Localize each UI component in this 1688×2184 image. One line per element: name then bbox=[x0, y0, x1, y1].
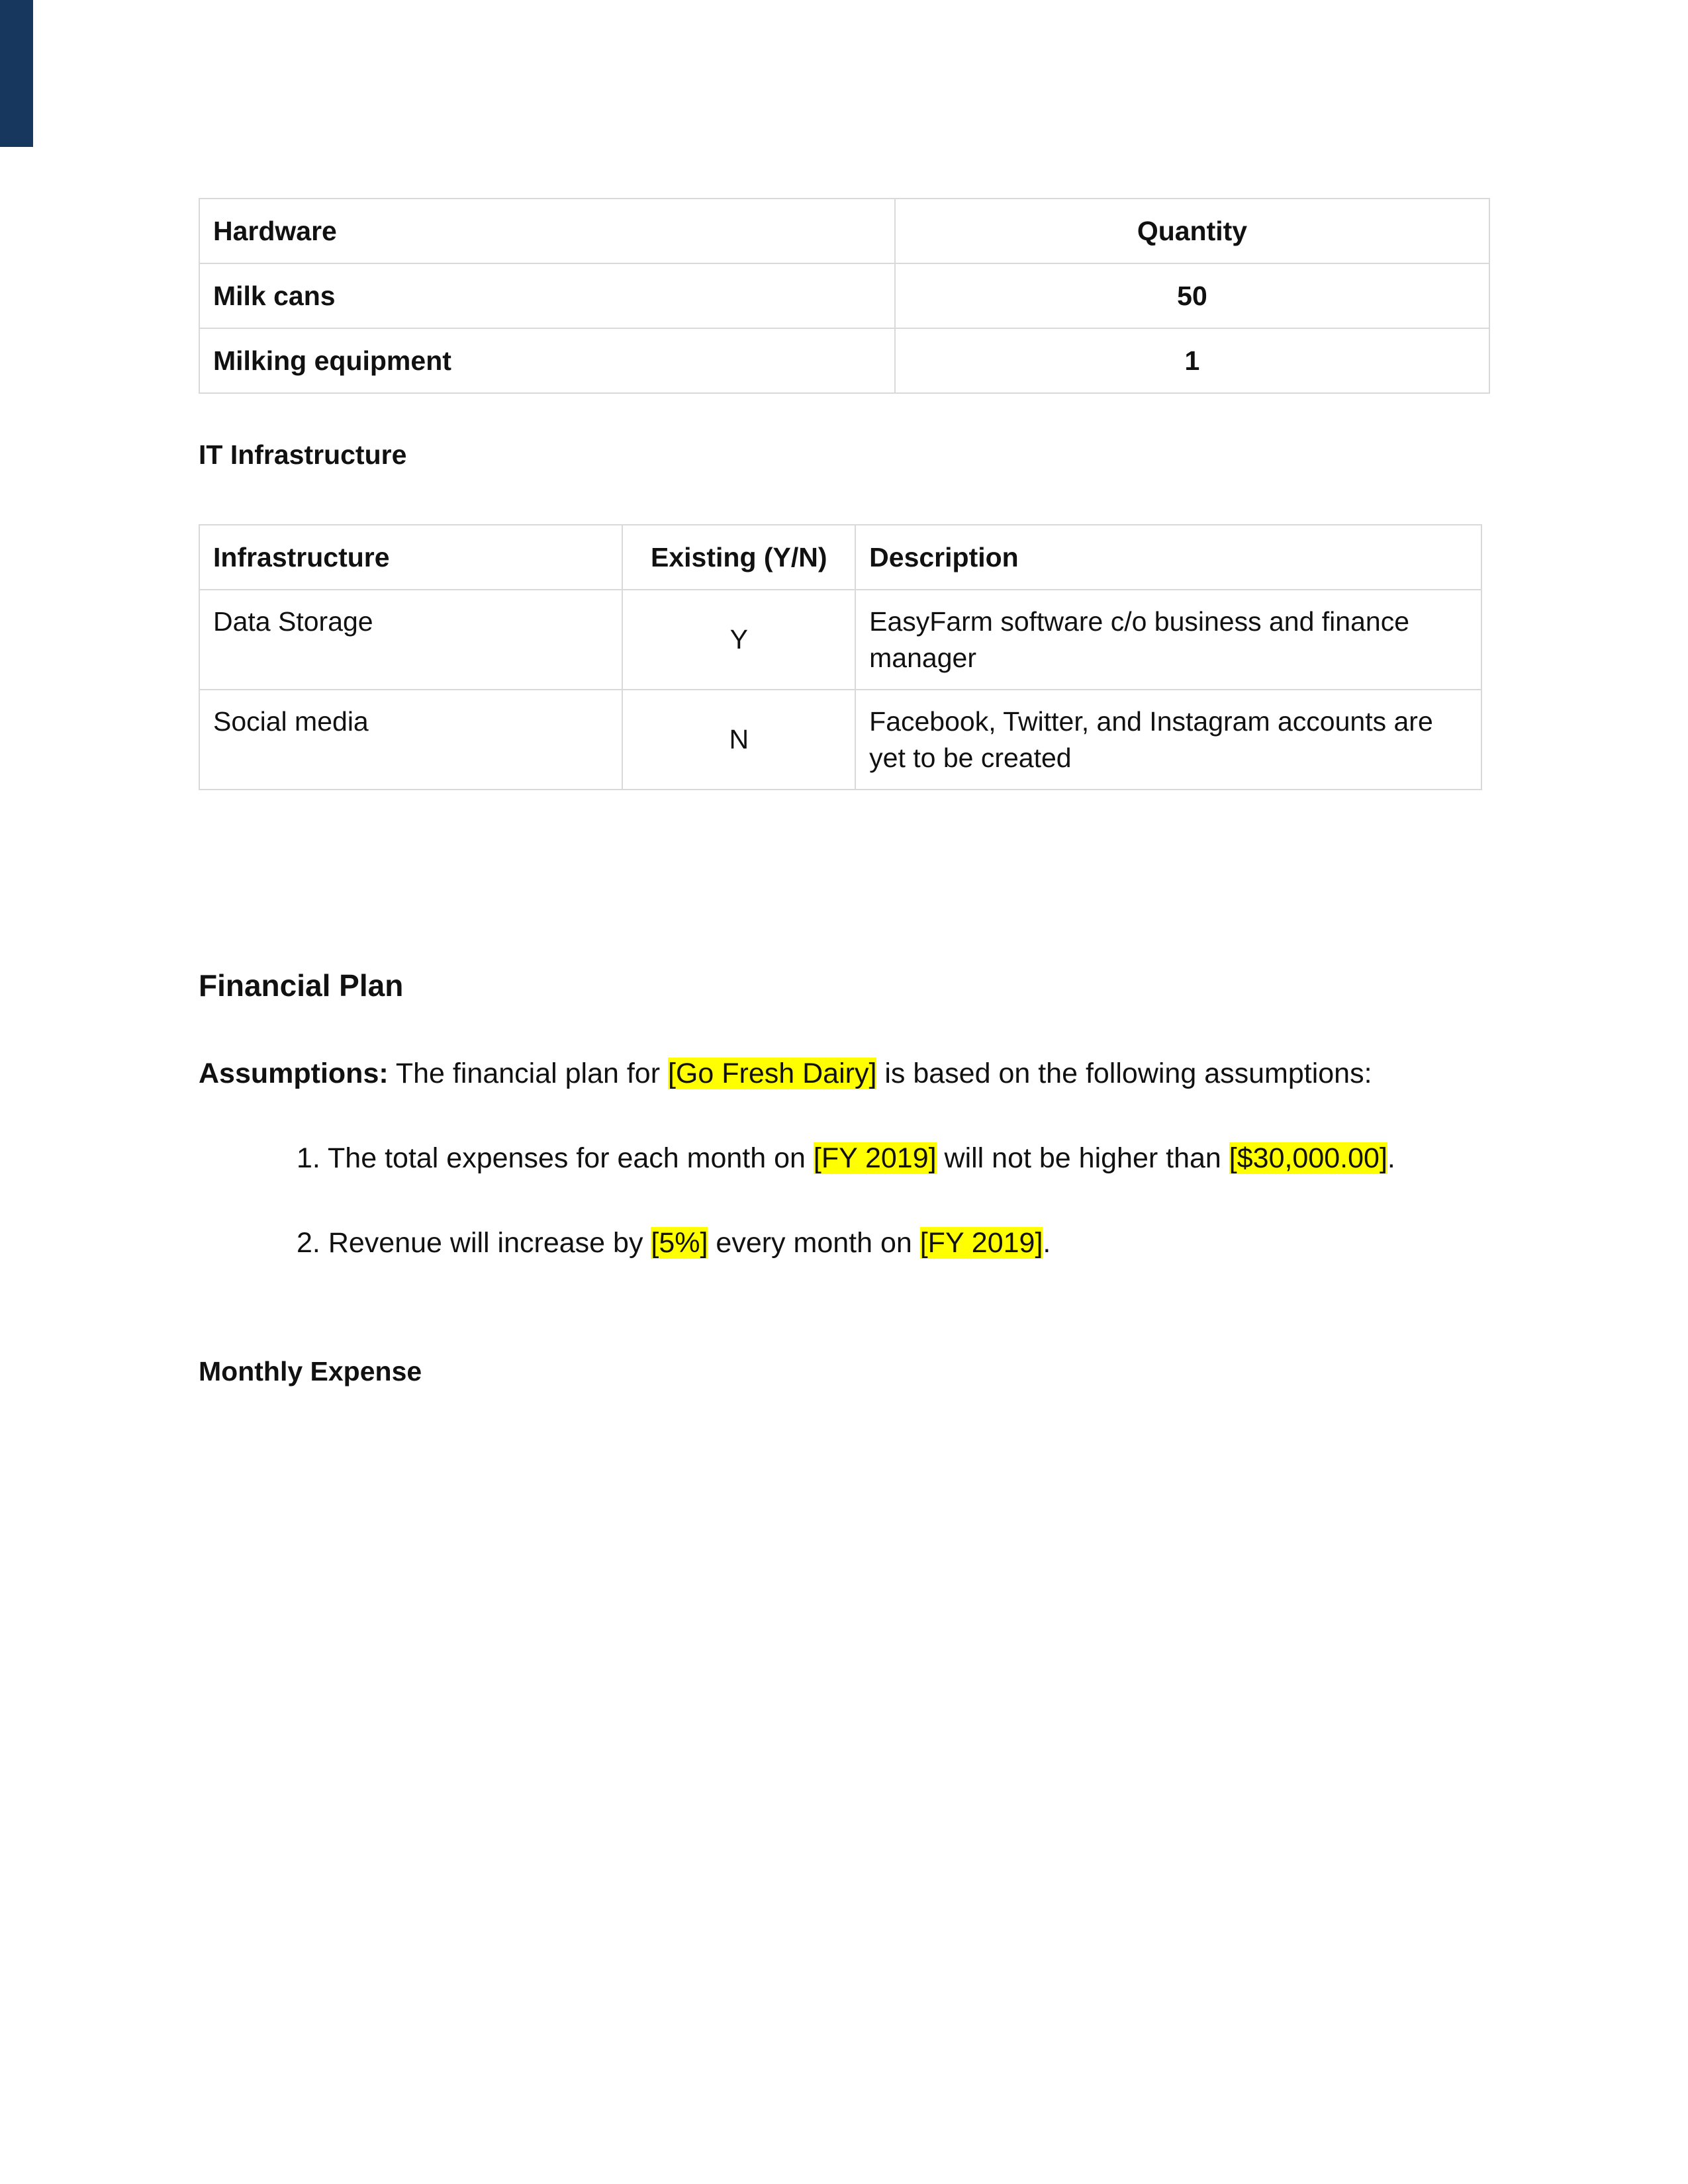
header-cell-quantity: Quantity bbox=[895, 199, 1489, 263]
list-item-text: every month on bbox=[708, 1227, 920, 1259]
list-item bbox=[297, 1227, 1051, 1259]
table-row bbox=[199, 263, 1489, 328]
list-item-number: 2. bbox=[297, 1227, 320, 1259]
corner-accent-bar bbox=[0, 0, 33, 147]
it-infrastructure-heading: IT Infrastructure bbox=[199, 439, 407, 470]
expense-limit-highlight: [$30,000.00] bbox=[1229, 1142, 1387, 1174]
assumptions-text-before: The financial plan for bbox=[388, 1058, 668, 1089]
hardware-name-cell: Milking equipment bbox=[199, 328, 895, 393]
hardware-name-cell: Milk cans bbox=[199, 263, 895, 328]
table-header-row bbox=[199, 199, 1489, 263]
assumptions-label: Assumptions: bbox=[199, 1058, 389, 1089]
table-row bbox=[199, 690, 1481, 790]
infrastructure-name-cell: Social media bbox=[199, 690, 622, 790]
description-cell: EasyFarm software c/o business and finance manager bbox=[855, 590, 1481, 690]
fiscal-year-highlight: [FY 2019] bbox=[813, 1142, 937, 1174]
header-cell-hardware: Hardware bbox=[199, 199, 895, 263]
header-cell-description: Description bbox=[855, 525, 1481, 590]
list-item-text: The total expenses for each month on bbox=[320, 1142, 814, 1174]
existing-cell: Y bbox=[622, 590, 855, 690]
list-item-text: Revenue will increase by bbox=[320, 1227, 651, 1259]
assumptions-text-after: is based on the following assumptions: bbox=[876, 1058, 1372, 1089]
it-infrastructure-table bbox=[199, 524, 1482, 790]
list-item bbox=[297, 1142, 1395, 1175]
list-item-text: will not be higher than bbox=[936, 1142, 1229, 1174]
monthly-expense-heading: Monthly Expense bbox=[199, 1356, 422, 1387]
existing-cell: N bbox=[622, 690, 855, 790]
financial-plan-heading: Financial Plan bbox=[199, 968, 404, 1003]
table-row bbox=[199, 328, 1489, 393]
table-row bbox=[199, 590, 1481, 690]
header-cell-existing: Existing (Y/N) bbox=[622, 525, 855, 590]
list-item-text: . bbox=[1043, 1227, 1051, 1259]
hardware-quantity-cell: 1 bbox=[895, 328, 1489, 393]
hardware-quantity-cell: 50 bbox=[895, 263, 1489, 328]
hardware-table bbox=[199, 198, 1490, 394]
list-item-number: 1. bbox=[297, 1142, 320, 1174]
header-cell-infrastructure: Infrastructure bbox=[199, 525, 622, 590]
list-item-text: . bbox=[1387, 1142, 1395, 1174]
description-cell: Facebook, Twitter, and Instagram accounts are yet to be created bbox=[855, 690, 1481, 790]
assumptions-paragraph bbox=[199, 1058, 1372, 1090]
revenue-percent-highlight: [5%] bbox=[651, 1227, 708, 1259]
company-name-highlight: [Go Fresh Dairy] bbox=[667, 1058, 877, 1089]
table-header-row bbox=[199, 525, 1481, 590]
fiscal-year-highlight: [FY 2019] bbox=[919, 1227, 1043, 1259]
infrastructure-name-cell: Data Storage bbox=[199, 590, 622, 690]
